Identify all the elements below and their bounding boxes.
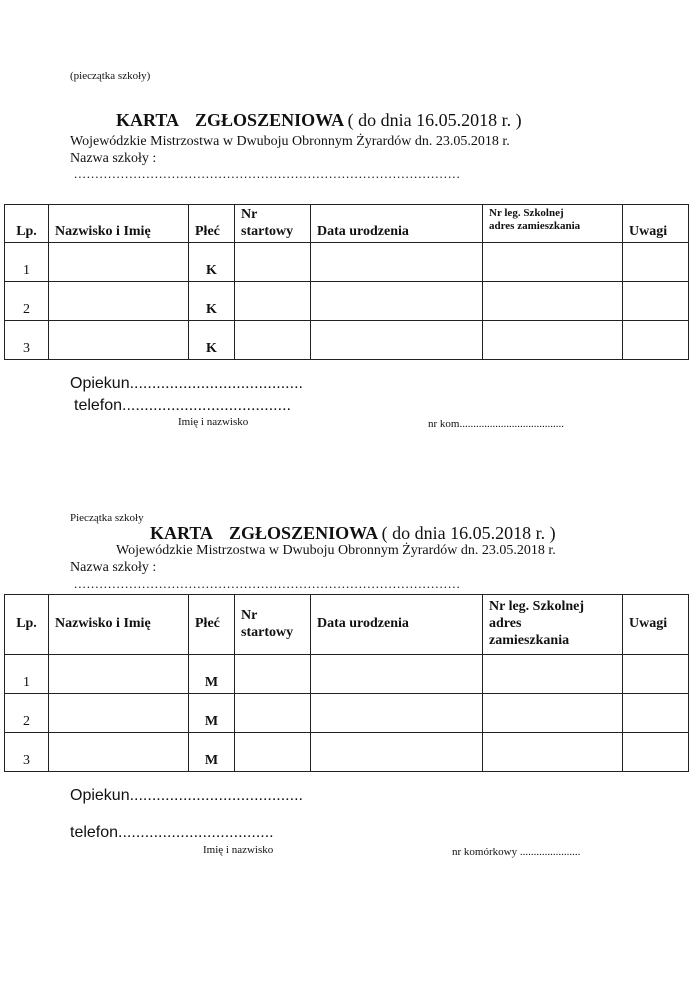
cell-sex: M bbox=[189, 694, 235, 733]
title-deadline: ( do dnia 16.05.2018 r. ) bbox=[381, 523, 556, 543]
cell-dob[interactable] bbox=[311, 282, 483, 321]
cell-school-id[interactable] bbox=[483, 282, 623, 321]
entry-table bbox=[4, 204, 689, 360]
cell-notes[interactable] bbox=[623, 655, 689, 694]
table-row bbox=[5, 694, 689, 733]
cell-lp: 3 bbox=[5, 733, 49, 772]
school-name-field[interactable]: ........................................................................................... bbox=[74, 576, 461, 591]
header-school-id bbox=[483, 205, 623, 243]
title-karta: KARTA bbox=[116, 110, 180, 130]
cell-lp: 1 bbox=[5, 655, 49, 694]
cell-sex: M bbox=[189, 733, 235, 772]
cell-dob[interactable] bbox=[311, 321, 483, 360]
header-sex: Płeć bbox=[189, 205, 235, 243]
title-zgloszeniowa: ZGŁOSZENIOWA bbox=[229, 523, 378, 543]
cell-start-number[interactable] bbox=[235, 321, 311, 360]
header-start-number bbox=[235, 595, 311, 655]
table-row bbox=[5, 282, 689, 321]
cell-sex: M bbox=[189, 655, 235, 694]
cell-notes[interactable] bbox=[623, 733, 689, 772]
cell-sex: K bbox=[189, 282, 235, 321]
header-address: adres bbox=[489, 616, 522, 631]
cell-lp: 1 bbox=[5, 243, 49, 282]
header-startowy: startowy bbox=[241, 624, 294, 640]
header-lp: Lp. bbox=[5, 595, 49, 655]
cell-name[interactable] bbox=[49, 282, 189, 321]
guardian-field[interactable]: Opiekun....................................... bbox=[70, 787, 303, 804]
header-leg: Nr leg. Szkolnej bbox=[489, 207, 564, 219]
header-school-id bbox=[483, 595, 623, 655]
header-dob: Data urodzenia bbox=[311, 205, 483, 243]
mobile-field[interactable]: nr kom...................................... bbox=[428, 418, 564, 430]
cell-lp: 2 bbox=[5, 282, 49, 321]
guardian-field[interactable]: Opiekun....................................... bbox=[70, 375, 303, 392]
school-stamp-label: Pieczątka szkoły bbox=[70, 512, 144, 524]
competition-subtitle: Wojewódzkie Mistrzostwa w Dwuboju Obronnym Żyrardów dn. 23.05.2018 r. bbox=[116, 543, 556, 558]
header-sex: Płeć bbox=[189, 595, 235, 655]
header-leg: Nr leg. Szkolnej bbox=[489, 599, 585, 614]
table-header-row bbox=[5, 205, 689, 243]
table-header-row bbox=[5, 595, 689, 655]
table-row bbox=[5, 243, 689, 282]
header-nr: Nr bbox=[241, 207, 258, 222]
cell-name[interactable] bbox=[49, 733, 189, 772]
cell-name[interactable] bbox=[49, 243, 189, 282]
title-deadline: ( do dnia 16.05.2018 r. ) bbox=[347, 110, 522, 130]
cell-notes[interactable] bbox=[623, 694, 689, 733]
cell-dob[interactable] bbox=[311, 655, 483, 694]
cell-sex: K bbox=[189, 321, 235, 360]
school-stamp-label: (pieczątka szkoły) bbox=[70, 70, 151, 82]
cell-start-number[interactable] bbox=[235, 733, 311, 772]
cell-notes[interactable] bbox=[623, 282, 689, 321]
cell-dob[interactable] bbox=[311, 243, 483, 282]
cell-start-number[interactable] bbox=[235, 243, 311, 282]
cell-start-number[interactable] bbox=[235, 282, 311, 321]
form-title bbox=[150, 523, 556, 544]
cell-lp: 3 bbox=[5, 321, 49, 360]
school-name-label: Nazwa szkoły : bbox=[70, 151, 157, 166]
mobile-field[interactable]: nr komórkowy ...................... bbox=[452, 846, 581, 858]
name-caption: Imię i nazwisko bbox=[178, 416, 249, 428]
title-zgloszeniowa: ZGŁOSZENIOWA bbox=[195, 110, 344, 130]
header-notes: Uwagi bbox=[623, 595, 689, 655]
school-name-field[interactable]: ........................................................................................... bbox=[74, 166, 461, 181]
cell-school-id[interactable] bbox=[483, 733, 623, 772]
cell-notes[interactable] bbox=[623, 321, 689, 360]
cell-school-id[interactable] bbox=[483, 321, 623, 360]
cell-school-id[interactable] bbox=[483, 243, 623, 282]
cell-sex: K bbox=[189, 243, 235, 282]
form-title bbox=[116, 110, 522, 131]
entry-table bbox=[4, 594, 689, 772]
title-karta: KARTA bbox=[150, 523, 214, 543]
table-row bbox=[5, 733, 689, 772]
school-name-label: Nazwa szkoły : bbox=[70, 560, 157, 575]
header-name: Nazwisko i Imię bbox=[49, 205, 189, 243]
name-caption: Imię i nazwisko bbox=[203, 844, 274, 856]
header-address: adres zamieszkania bbox=[489, 220, 581, 232]
header-name: Nazwisko i Imię bbox=[49, 595, 189, 655]
phone-field[interactable]: telefon...................................... bbox=[74, 397, 291, 414]
table-row bbox=[5, 321, 689, 360]
cell-name[interactable] bbox=[49, 655, 189, 694]
header-residence: zamieszkania bbox=[489, 633, 570, 648]
header-start-number bbox=[235, 205, 311, 243]
cell-start-number[interactable] bbox=[235, 694, 311, 733]
cell-dob[interactable] bbox=[311, 733, 483, 772]
header-lp: Lp. bbox=[5, 205, 49, 243]
cell-name[interactable] bbox=[49, 694, 189, 733]
cell-lp: 2 bbox=[5, 694, 49, 733]
cell-school-id[interactable] bbox=[483, 655, 623, 694]
cell-school-id[interactable] bbox=[483, 694, 623, 733]
phone-field[interactable]: telefon................................... bbox=[70, 824, 274, 841]
table-row bbox=[5, 655, 689, 694]
cell-start-number[interactable] bbox=[235, 655, 311, 694]
header-startowy: startowy bbox=[241, 224, 294, 239]
cell-dob[interactable] bbox=[311, 694, 483, 733]
header-dob: Data urodzenia bbox=[311, 595, 483, 655]
competition-subtitle: Wojewódzkie Mistrzostwa w Dwuboju Obronnym Żyrardów dn. 23.05.2018 r. bbox=[70, 134, 510, 149]
header-nr: Nr bbox=[241, 607, 258, 623]
cell-notes[interactable] bbox=[623, 243, 689, 282]
cell-name[interactable] bbox=[49, 321, 189, 360]
header-notes: Uwagi bbox=[623, 205, 689, 243]
